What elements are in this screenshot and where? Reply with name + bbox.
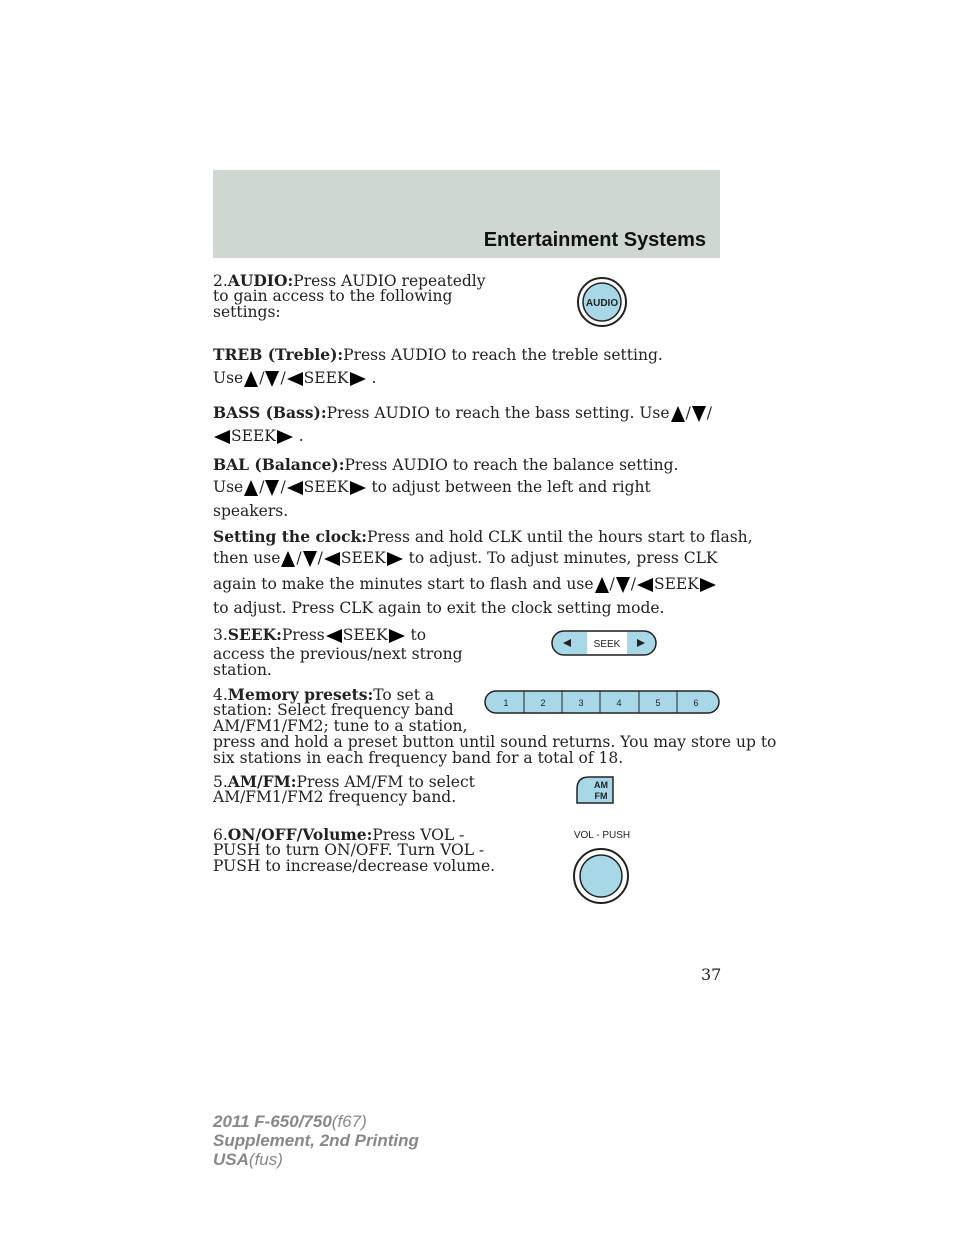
right-arrow-icon: [387, 552, 403, 566]
presets-line-5: six stations in each frequency band for a total of 18.: [213, 749, 624, 767]
amfm-line-2: AM/FM1/FM2 frequency band.: [213, 788, 457, 806]
up-arrow-icon: [281, 551, 295, 567]
footer-line-1: 2011 F-650/750(f67): [213, 1112, 367, 1131]
bass-line-2: SEEK .: [213, 428, 304, 445]
vol-line-1: 6.ON/OFF/Volume:Press VOL -: [213, 825, 465, 844]
right-arrow-icon: [700, 578, 716, 592]
vol-line-3: PUSH to increase/decrease volume.: [213, 857, 496, 875]
seek-line-2: access the previous/next strong: [213, 645, 463, 663]
footer-line-2: Supplement, 2nd Printing: [213, 1131, 419, 1150]
left-arrow-icon: [326, 629, 342, 643]
down-arrow-icon: [303, 551, 317, 567]
audio-line-2: to gain access to the following: [213, 287, 453, 305]
clock-line-3: again to make the minutes start to flash and use / / SEEK: [213, 576, 717, 593]
seek-button-label: SEEK: [593, 639, 621, 650]
presets-line-1: 4.Memory presets:To set a: [213, 685, 435, 704]
seek-button-figure: [551, 630, 657, 656]
bass-line-1: BASS (Bass):Press AUDIO to reach the bass setting. Use / /: [213, 403, 713, 422]
section-header: [213, 170, 720, 258]
left-arrow-icon: [287, 372, 303, 386]
section-title: Entertainment Systems: [483, 229, 706, 251]
document-footer: [213, 1112, 419, 1169]
right-arrow-icon: [277, 430, 293, 444]
right-arrow-icon: [389, 629, 405, 643]
left-arrow-icon: [637, 578, 653, 592]
preset-buttons-figure: [484, 690, 720, 714]
bal-line-1: BAL (Balance):Press AUDIO to reach the balance setting.: [213, 455, 679, 474]
preset-6-label: 6: [693, 698, 699, 708]
amfm-label-am: AM: [594, 780, 608, 790]
left-arrow-icon: [214, 430, 230, 444]
audio-button-figure: [576, 276, 628, 328]
treb-line-1: TREB (Treble):Press AUDIO to reach the treble setting.: [213, 345, 663, 364]
presets-line-4: press and hold a preset button until sound returns. You may store up to: [213, 733, 777, 751]
clock-line-1: Setting the clock:Press and hold CLK until the hours start to flash,: [213, 527, 753, 546]
down-arrow-icon: [265, 480, 279, 496]
preset-3-label: 3: [578, 698, 584, 708]
clock-line-2: then use / / SEEK to adjust. To adjust minutes, press CLK: [213, 549, 718, 567]
page-number: 37: [701, 965, 722, 984]
bal-line-2: Use / / SEEK to adjust between the left and right: [213, 478, 651, 496]
clock-line-4: to adjust. Press CLK again to exit the clock setting mode.: [213, 599, 665, 617]
volume-knob-figure: [564, 826, 640, 906]
audio-line-1: 2.AUDIO:Press AUDIO repeatedly: [213, 271, 486, 290]
vol-push-label: VOL - PUSH: [573, 830, 631, 841]
down-arrow-icon: [265, 371, 279, 387]
up-arrow-icon: [671, 406, 685, 422]
presets-line-3: AM/FM1/FM2; tune to a station,: [213, 717, 468, 735]
preset-2-label: 2: [540, 698, 546, 708]
vol-line-2: PUSH to turn ON/OFF. Turn VOL -: [213, 841, 485, 859]
preset-5-label: 5: [655, 698, 661, 708]
amfm-button-figure: [575, 775, 615, 805]
left-arrow-icon: [324, 552, 340, 566]
footer-line-3: USA(fus): [213, 1150, 283, 1169]
left-arrow-icon: [287, 481, 303, 495]
amfm-label-fm: FM: [594, 791, 608, 801]
bal-line-3: speakers.: [213, 502, 289, 520]
up-arrow-icon: [244, 371, 258, 387]
up-arrow-icon: [595, 577, 609, 593]
audio-button-label: AUDIO: [585, 298, 619, 309]
presets-line-2: station: Select frequency band: [213, 701, 454, 719]
up-arrow-icon: [244, 480, 258, 496]
down-arrow-icon: [616, 577, 630, 593]
seek-line-3: station.: [213, 661, 272, 679]
amfm-line-1: 5.AM/FM:Press AM/FM to select: [213, 772, 475, 791]
audio-line-3: settings:: [213, 303, 281, 321]
right-arrow-icon: [350, 372, 366, 386]
treb-line-2: Use / / SEEK .: [213, 369, 377, 387]
right-arrow-icon: [350, 481, 366, 495]
seek-line-1: 3.SEEK:Press SEEK to: [213, 625, 427, 644]
preset-4-label: 4: [616, 698, 622, 708]
down-arrow-icon: [692, 406, 706, 422]
preset-1-label: 1: [503, 698, 509, 708]
